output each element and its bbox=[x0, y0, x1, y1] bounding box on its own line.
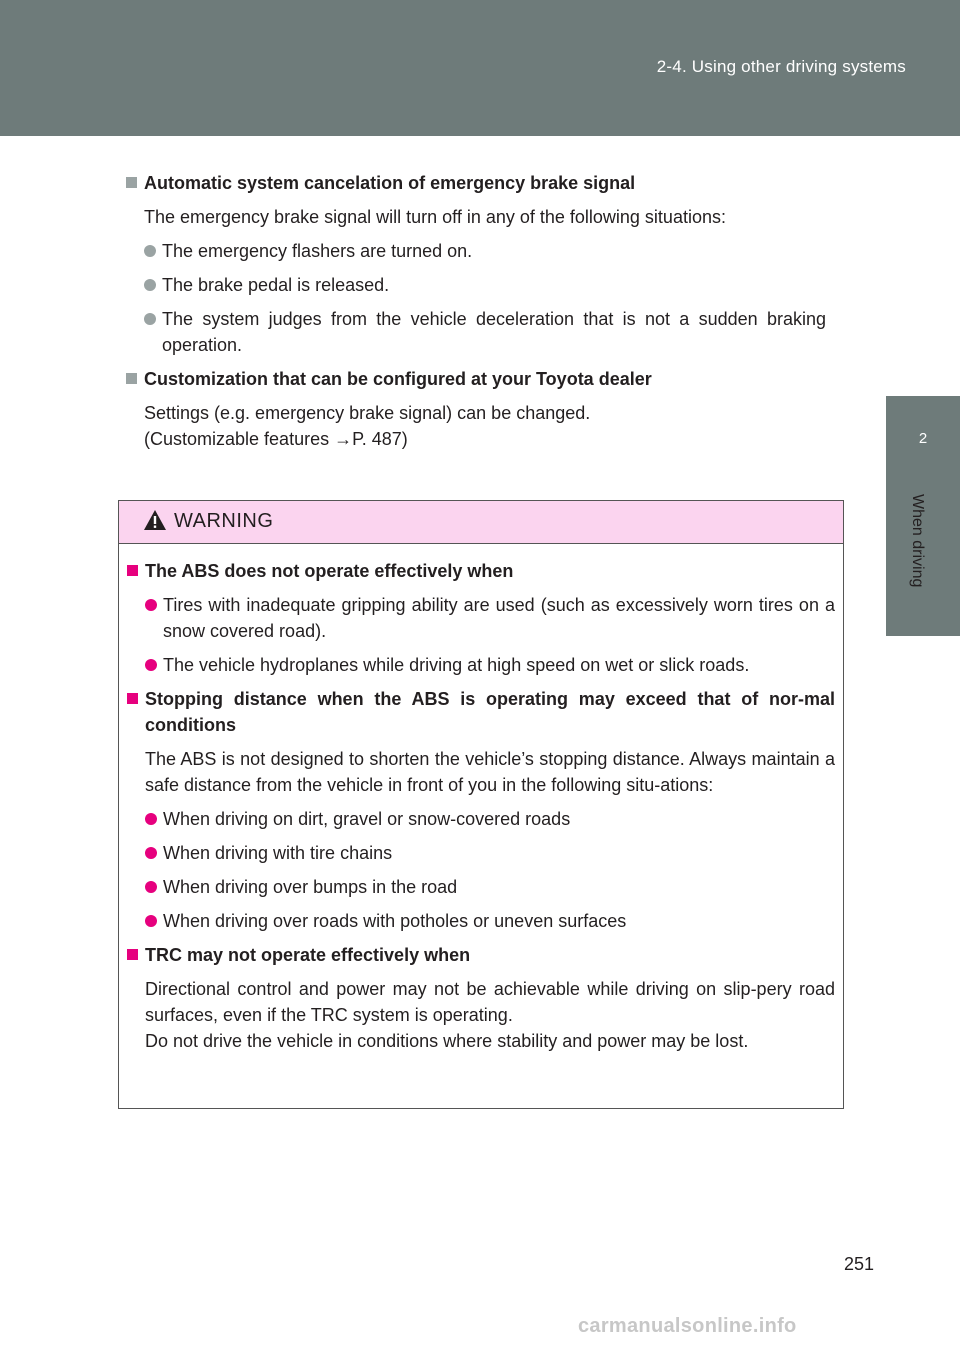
page-header bbox=[0, 0, 960, 136]
footer-watermark: carmanualsonline.info bbox=[578, 1315, 797, 1337]
section-heading bbox=[126, 366, 826, 392]
warning-heading: TRC may not operate effectively when bbox=[127, 942, 835, 968]
round-bullet-icon bbox=[145, 659, 157, 671]
warning-heading: The ABS does not operate effectively when bbox=[127, 558, 835, 584]
paragraph: Settings (e.g. emergency brake signal) can be changed. bbox=[144, 403, 591, 423]
list-item: The vehicle hydroplanes while driving at high speed on wet or slick roads. bbox=[127, 652, 835, 678]
round-bullet-icon bbox=[145, 813, 157, 825]
section-heading bbox=[126, 170, 826, 196]
warning-box bbox=[118, 500, 844, 1109]
round-bullet-icon bbox=[144, 279, 156, 291]
list-item: The emergency flashers are turned on. bbox=[126, 238, 826, 264]
square-bullet-icon bbox=[127, 565, 138, 576]
page-number: 251 bbox=[843, 1254, 874, 1274]
list-item: Tires with inadequate gripping ability are used (such as excessively worn tires on a snow covered road). bbox=[127, 592, 835, 644]
paragraph: Do not drive the vehicle in conditions where stability and power may be lost. bbox=[145, 1031, 749, 1051]
round-bullet-icon bbox=[145, 847, 157, 859]
square-bullet-icon bbox=[127, 949, 138, 960]
warning-triangle-icon bbox=[143, 509, 167, 531]
warning-header bbox=[119, 501, 843, 544]
list-item: The brake pedal is released. bbox=[126, 272, 826, 298]
list-item: When driving with tire chains bbox=[127, 840, 835, 866]
main-content bbox=[126, 170, 826, 460]
square-bullet-icon bbox=[126, 373, 137, 384]
section-title: 2-4. Using other driving systems bbox=[656, 57, 906, 76]
square-bullet-icon bbox=[126, 177, 137, 188]
heading-text: Automatic system cancelation of emergency brake signal bbox=[144, 173, 636, 193]
warning-title: WARNING bbox=[174, 510, 274, 532]
round-bullet-icon bbox=[144, 313, 156, 325]
chapter-label: When driving bbox=[909, 494, 926, 588]
square-bullet-icon bbox=[127, 693, 138, 704]
list-item: When driving over bumps in the road bbox=[127, 874, 835, 900]
paragraph: The emergency brake signal will turn off in any of the following situations: bbox=[144, 207, 726, 227]
round-bullet-icon bbox=[145, 599, 157, 611]
round-bullet-icon bbox=[144, 245, 156, 257]
warning-body bbox=[119, 544, 843, 1054]
list-item: The system judges from the vehicle deceleration that is not a sudden braking operation. bbox=[126, 306, 826, 358]
heading-text: Customization that can be configured at your Toyota dealer bbox=[144, 369, 652, 389]
chapter-number: 2 bbox=[918, 430, 928, 447]
list-item: When driving on dirt, gravel or snow-covered roads bbox=[127, 806, 835, 832]
round-bullet-icon bbox=[145, 881, 157, 893]
paragraph: The ABS is not designed to shorten the vehicle’s stopping distance. Always maintain a safe distance from the vehicle in front of you in the following situ-ations: bbox=[145, 749, 835, 795]
paragraph: Directional control and power may not be achievable while driving on slip-pery road surfaces, even if the TRC system is operating. bbox=[145, 979, 835, 1025]
warning-heading: Stopping distance when the ABS is operating may exceed that of nor-mal conditions bbox=[127, 686, 835, 738]
list-item: When driving over roads with potholes or uneven surfaces bbox=[127, 908, 835, 934]
round-bullet-icon bbox=[145, 915, 157, 927]
paragraph: (Customizable features →P. 487) bbox=[144, 429, 408, 449]
